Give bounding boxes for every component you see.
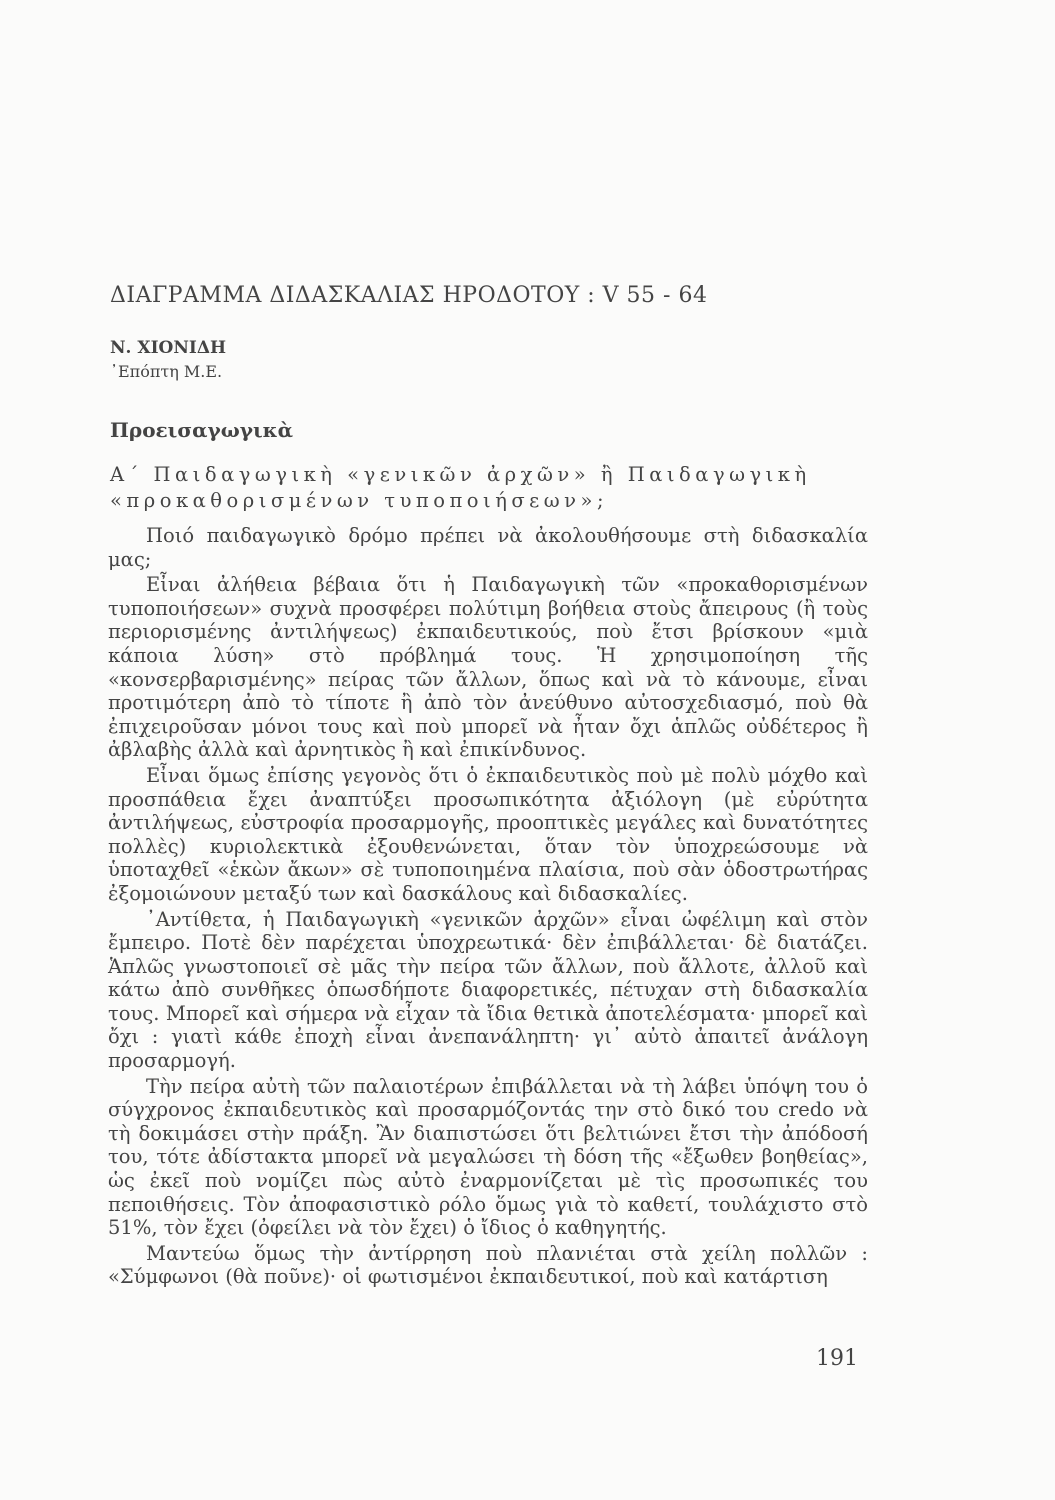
paragraph: Ποιό παιδαγωγικὸ δρόμο πρέπει νὰ ἀκολουθήσουμε στὴ διδασκαλία μας; xyxy=(108,524,868,571)
paragraph: ᾿Αντίθετα, ἡ Παιδαγωγικὴ «γενικῶν ἀρχῶν» εἶναι ὠφέλιμη καὶ στὸν ἔμπειρο. Ποτὲ δὲν παρέχεται ὑποχρεωτικά· δὲν ἐπιβάλλεται· δὲ διατάζει. Ἁπλῶς γνωστοποιεῖ σὲ μᾶς τὴν πείρα τῶν ἄλλων, ποὺ ἄλλοτε, ἀλλοῦ καὶ κάτω ἀπὸ συνθῆκες ὁπωσδήποτε διαφορετικές, πέτυχαν στὴ διδασκαλία τους. Μπορεῖ καὶ σήμερα νὰ εἶχαν τὰ ἴδια θετικὰ ἀποτελέσματα· μπορεῖ καὶ ὄχι : γιατὶ κάθε ἐποχὴ εἶναι ἀνεπανάληπτη· γι᾿ αὐτὸ ἀπαιτεῖ ἀνάλογη προσαρμογή. xyxy=(108,907,868,1073)
paragraph: Τὴν πείρα αὐτὴ τῶν παλαιοτέρων ἐπιβάλλεται νὰ τὴ λάβει ὑπόψη του ὁ σύγχρονος ἐκπαιδευτικὸς καὶ προσαρμόζοντάς την στὸ δικό του credo νὰ τὴ δοκιμάσει στὴν πράξη. Ἂν διαπιστώσει ὅτι βελτιώνει ἔτσι τὴν ἀπόδοσή του, τότε ἀδίστακτα μπορεῖ νὰ μεγαλώσει τὴ δόση τῆς «ἔξωθεν βοηθείας», ὡς ἐκεῖ ποὺ νομίζει πὼς αὐτὸ ἐναρμονίζεται μὲ τὶς προσωπικές του πεποιθήσεις. Τὸν ἀποφασιστικὸ ρόλο ὅμως γιὰ τὸ καθετί, τουλάχιστο στὸ 51%, τὸν ἔχει (ὀφείλει νὰ τὸν ἔχει) ὁ ἴδιος ὁ καθηγητής. xyxy=(108,1074,868,1240)
paragraph: Μαντεύω ὅμως τὴν ἀντίρρηση ποὺ πλανιέται στὰ χείλη πολλῶν : «Σύμφωνοι (θὰ ποῦνε)· οἱ φωτισμένοι ἐκπαιδευτικοί, ποὺ καὶ κατάρτιση xyxy=(108,1241,868,1289)
body-text xyxy=(108,524,868,1289)
document-title: ΔΙΑΓΡΑΜΜΑ ΔΙΔΑΣΚΑΛΙΑΣ ΗΡΟΔΟΤΟΥ : V 55 - 64 xyxy=(110,283,708,308)
author-name: Ν. ΧΙΟΝΙΔΗ xyxy=(110,338,227,358)
subheading-line-2: «προκαθορισμένων τυποποιήσεων»; xyxy=(110,489,609,512)
page-number: 191 xyxy=(816,1346,858,1371)
subheading-line-1: Α΄ Παιδαγωγικὴ «γενικῶν ἀρχῶν» ἢ Παιδαγωγικὴ xyxy=(110,463,811,486)
author-role: ᾿Επόπτη Μ.Ε. xyxy=(110,362,223,381)
section-heading: Προεισαγωγικὰ xyxy=(110,418,294,442)
paragraph: Εἶναι ὅμως ἐπίσης γεγονὸς ὅτι ὁ ἐκπαιδευτικὸς ποὺ μὲ πολὺ μόχθο καὶ προσπάθεια ἔχει ἀναπτύξει προσωπικότητα ἀξιόλογη (μὲ εὐρύτητα ἀντιλήψεως, εὐστροφία προσαρμογῆς, προοπτικὲς μεγάλες καὶ δυνατότητες πολλὲς) κυριολεκτικὰ ἐξουθενώνεται, ὅταν τὸν ὑποχρεώσουμε νὰ ὑποταχθεῖ «ἑκὼν ἄκων» σὲ τυποποιημένα πλαίσια, ποὺ σὰν ὁδοστρωτήρας ἐξομοιώνουν μεταξύ των καὶ δασκάλους καὶ διδασκαλίες. xyxy=(108,763,868,905)
paragraph: Εἶναι ἀλήθεια βέβαια ὅτι ἡ Παιδαγωγικὴ τῶν «προκαθορισμένων τυποποιήσεων» συχνὰ προσφέρει πολύτιμη βοήθεια στοὺς ἄπειρους (ἢ τοὺς περιορισμένης ἀντιλήψεως) ἐκπαιδευτικούς, ποὺ ἔτσι βρίσκουν «μιὰ κάποια λύση» στὸ πρόβλημά τους. Ἡ χρησιμοποίηση τῆς «κονσερβαρισμένης» πείρας τῶν ἄλλων, ὅπως καὶ νὰ τὸ κάνουμε, εἶναι προτιμότερη ἀπὸ τὸ τίποτε ἢ ἀπὸ τὸν ἀνεύθυνο αὐτοσχεδιασμό, ποὺ θὰ ἐπιχειροῦσαν μόνοι τους καὶ ποὺ μπορεῖ νὰ ἦταν ὄχι ἁπλῶς οὐδέτερος ἢ ἀβλαβὴς ἀλλὰ καὶ ἀρνητικὸς ἢ καὶ ἐπικίνδυνος. xyxy=(108,573,868,762)
